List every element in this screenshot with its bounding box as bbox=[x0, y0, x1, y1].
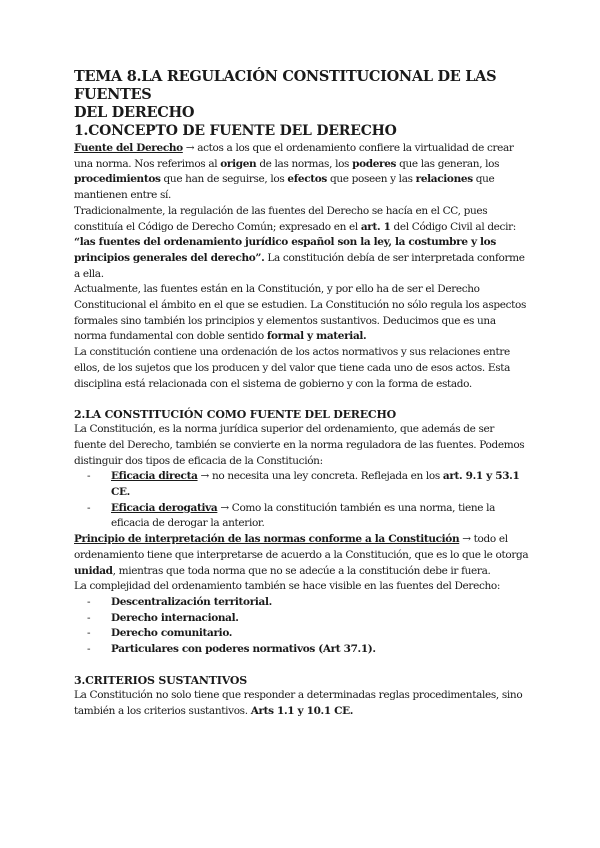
text: que mantienen entre sí. bbox=[74, 173, 495, 202]
list-item-text: Particulares con poderes normativos (Art 37.1). bbox=[111, 643, 376, 656]
document-page bbox=[74, 68, 529, 719]
text: → Como la constitución también es una norma, tiene la eficacia de derogar la anterior. bbox=[111, 501, 496, 530]
list-item bbox=[74, 469, 529, 500]
list-item-text: Derecho internacional. bbox=[111, 611, 239, 624]
term-eficacia-directa: Eficacia directa bbox=[111, 470, 198, 483]
text: La constitución debía de ser interpretada conforme a ella. bbox=[74, 251, 525, 280]
text: Actualmente, las fuentes están en la Constitución, y por ello ha de ser el Derecho Constitucional el ámbito en el que se estudien. La Constitución no sólo regula los aspectos formales sino también los principios y elementos sustantivos. Deducimos que es una norma fundamental con doble sentido bbox=[74, 283, 527, 343]
s1-paragraph-1 bbox=[74, 141, 529, 204]
bold-articles: art. 9.1 y 53.1 CE. bbox=[111, 470, 520, 499]
text: Tradicionalmente, la regulación de las fuentes del Derecho se hacía en el CC, pues constituía el Código de Derecho Común; expresado en el bbox=[74, 204, 488, 233]
s2-paragraph-2 bbox=[74, 532, 529, 579]
s1-paragraph-4: La constitución contiene una ordenación de los actos normativos y sus relaciones entre ellos, de los sujetos que los producen y del valor que tiene cada uno de esos actos. Esta disciplina está relacionada con el sistema de gobierno y con la forma de estado. bbox=[74, 346, 511, 390]
bold-efectos: efectos bbox=[287, 173, 327, 186]
text: , mientras que toda norma que no se adecúe a la constitución debe ir fuera. bbox=[112, 564, 491, 577]
text: que las generan, los bbox=[396, 157, 500, 170]
term-eficacia-derogativa: Eficacia derogativa bbox=[111, 501, 218, 514]
dash: - bbox=[87, 611, 91, 624]
text: La Constitución no solo tiene que responder a determinadas reglas procedimentales, sino también a los criterios sustantivos. bbox=[74, 688, 523, 717]
term-principio-interpretacion: Principio de interpretación de las normas conforme a la Constitución bbox=[74, 533, 460, 546]
spacer bbox=[74, 658, 529, 673]
text: → actos a los que el ordenamiento confiere la virtualidad de crear una norma. Nos referimos al bbox=[74, 142, 514, 170]
bold-art-1: art. 1 bbox=[360, 220, 391, 233]
title-line-2: DEL DERECHO bbox=[74, 104, 195, 121]
text: → no necesita una ley concreta. Reflejada en los bbox=[197, 470, 443, 483]
text: que han de seguirse, los bbox=[160, 173, 288, 186]
title-line-1: TEMA 8.LA REGULACIÓN CONSTITUCIONAL DE LAS FUENTES bbox=[74, 68, 497, 103]
dash: - bbox=[87, 595, 91, 608]
dash: - bbox=[87, 470, 91, 483]
text: → todo el ordenamiento tiene que interpretarse de acuerdo a la Constitución, que es lo que le otorga bbox=[74, 533, 529, 561]
s1-paragraph-2 bbox=[74, 204, 529, 283]
bold-unidad: unidad bbox=[74, 564, 113, 577]
section-2-heading: 2.LA CONSTITUCIÓN COMO FUENTE DEL DERECHO bbox=[74, 408, 397, 422]
dash: - bbox=[87, 501, 91, 514]
text: de las normas, los bbox=[256, 157, 353, 170]
list-item bbox=[74, 642, 529, 658]
s2-paragraph-3: La complejidad del ordenamiento también se hace visible en las fuentes del Derecho: bbox=[74, 580, 501, 593]
section-1-heading: 1.CONCEPTO DE FUENTE DEL DERECHO bbox=[74, 123, 397, 139]
bold-relaciones: relaciones bbox=[415, 173, 473, 186]
list-item bbox=[74, 595, 529, 611]
term-fuente-del-derecho: Fuente del Derecho bbox=[74, 142, 183, 154]
bold-procedimientos: procedimientos bbox=[74, 173, 161, 186]
s1-paragraph-3 bbox=[74, 282, 529, 345]
fuentes-list bbox=[74, 595, 529, 658]
s2-paragraph-1: La Constitución, es la norma jurídica superior del ordenamiento, que además de ser fuente del Derecho, también se convierte en la norma reguladora de las fuentes. Podemos distinguir dos tipos de eficacia de la Constitución: bbox=[74, 423, 525, 467]
bold-poderes: poderes bbox=[352, 157, 397, 170]
dash: - bbox=[87, 627, 91, 640]
list-item-text: Descentralización territorial. bbox=[111, 595, 272, 608]
eficacia-list bbox=[74, 469, 529, 532]
list-item bbox=[74, 611, 529, 627]
bold-arts: Arts 1.1 y 10.1 CE. bbox=[250, 704, 354, 717]
spacer bbox=[74, 392, 529, 407]
bold-quote: “las fuentes del ordenamiento jurídico español son la ley, la costumbre y los principios generales del derecho”. bbox=[74, 236, 496, 264]
dash: - bbox=[87, 643, 91, 656]
s3-paragraph-1 bbox=[74, 688, 529, 719]
text: del Código Civil al decir: bbox=[390, 220, 516, 233]
list-item bbox=[74, 501, 529, 532]
section-3-heading: 3.CRITERIOS SUSTANTIVOS bbox=[74, 673, 247, 687]
bold-origen: origen bbox=[220, 157, 257, 170]
text: que poseen y las bbox=[326, 173, 416, 186]
bold-formal-material: formal y material. bbox=[266, 330, 367, 343]
document-title bbox=[74, 68, 529, 122]
list-item bbox=[74, 626, 529, 642]
list-item-text: Derecho comunitario. bbox=[111, 627, 233, 640]
